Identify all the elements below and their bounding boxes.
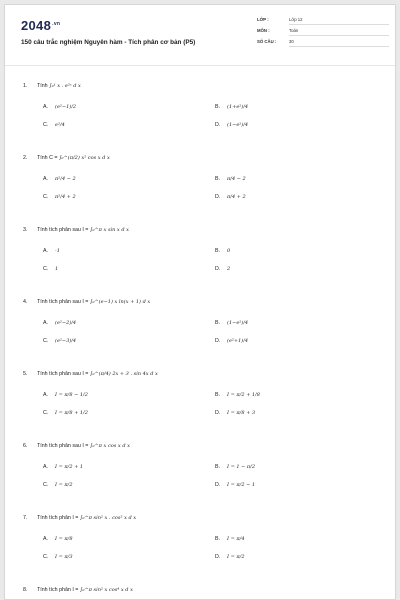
question-number: 6. [23, 443, 28, 449]
question-formula: ∫₀^(π/2) x² cos x d x [58, 155, 110, 161]
answer-option-b[interactable] [215, 392, 260, 398]
question-number: 2. [23, 155, 28, 161]
meta-count-value: 30 [289, 39, 389, 47]
document-page [4, 4, 396, 600]
option-label: D. [215, 266, 221, 272]
answer-option-d[interactable] [215, 482, 255, 488]
site-logo[interactable] [21, 18, 60, 33]
option-value: 2 [227, 266, 231, 272]
answer-option-c[interactable] [43, 482, 73, 488]
option-value: I = π/3 [55, 554, 73, 560]
answer-option-a[interactable] [43, 176, 76, 182]
option-label: A. [43, 104, 49, 110]
option-value: π²/4 + 2 [55, 194, 76, 200]
question-formula: ∫₀^π sin² x . cos² x d x [79, 515, 137, 521]
option-value: I = π/8 + 1/2 [55, 410, 88, 416]
option-label: B. [215, 176, 221, 182]
answer-option-c[interactable] [43, 122, 65, 128]
option-value: π/4 + 2 [227, 194, 246, 200]
question-formula: ∫₀¹ x . e²ˣ d x [49, 83, 81, 89]
option-value: (e²−3)/4 [55, 338, 77, 344]
answer-option-c[interactable] [43, 554, 73, 560]
option-label: B. [215, 464, 221, 470]
option-value: I = 1 − π/2 [227, 464, 256, 470]
answer-option-a[interactable] [43, 248, 60, 254]
option-label: C. [43, 122, 49, 128]
option-value: I = π/2 − 1 [227, 482, 256, 488]
option-value: I = π/2 [55, 482, 73, 488]
option-value: (e²−1)/2 [55, 104, 77, 110]
question-number: 3. [23, 227, 28, 233]
question-number: 8. [23, 587, 28, 593]
option-label: B. [215, 104, 221, 110]
question-stem [23, 443, 130, 449]
question-text: Tính tích phân I = [37, 515, 79, 521]
option-value: -1 [55, 248, 60, 254]
answer-option-c[interactable] [43, 194, 76, 200]
option-value: I = π/2 [227, 554, 245, 560]
answer-option-a[interactable] [43, 536, 73, 542]
answer-option-b[interactable] [215, 248, 230, 254]
answer-option-a[interactable] [43, 320, 76, 326]
question-number: 1. [23, 83, 28, 89]
question-formula: ∫₀^(π/4) 2x + 3 . sin 4x d x [89, 371, 158, 377]
option-label: D. [215, 554, 221, 560]
option-label: A. [43, 464, 49, 470]
option-value: I = π/2 + 1/8 [227, 392, 260, 398]
option-label: B. [215, 320, 221, 326]
answer-option-b[interactable] [215, 320, 248, 326]
question-stem [23, 587, 133, 593]
option-value: 0 [227, 248, 231, 254]
logo-suffix: .vn [52, 20, 61, 27]
answer-option-d[interactable] [215, 410, 255, 416]
question-number: 5. [23, 371, 28, 377]
answer-option-d[interactable] [215, 338, 248, 344]
option-label: D. [215, 482, 221, 488]
option-label: C. [43, 194, 49, 200]
meta-class-key: LỚP : [257, 17, 269, 22]
question-text: Tính tích phân sau I = [37, 227, 89, 233]
question-formula: ∫₀^π x sin x d x [89, 227, 129, 233]
answer-option-b[interactable] [215, 176, 246, 182]
option-value: I = π/8 + 3 [227, 410, 256, 416]
option-label: B. [215, 536, 221, 542]
question-number: 4. [23, 299, 28, 305]
meta-subject-value: Toán [289, 28, 389, 36]
option-value: (e²−2)/4 [55, 320, 77, 326]
option-label: A. [43, 248, 49, 254]
option-value: (e²+1)/4 [227, 338, 249, 344]
answer-option-d[interactable] [215, 554, 245, 560]
option-label: D. [215, 338, 221, 344]
question-stem [23, 155, 110, 161]
option-label: C. [43, 554, 49, 560]
question-stem [23, 83, 81, 89]
meta-count [257, 39, 389, 50]
worksheet-header [5, 5, 395, 66]
option-label: A. [43, 320, 49, 326]
option-label: A. [43, 392, 49, 398]
option-label: A. [43, 176, 49, 182]
option-value: I = π/8 − 1/2 [55, 392, 88, 398]
option-value: 1 [55, 266, 59, 272]
option-label: C. [43, 338, 49, 344]
answer-option-a[interactable] [43, 392, 88, 398]
option-label: D. [215, 410, 221, 416]
question-text: Tính tích phân sau I = [37, 443, 89, 449]
question-text: Tính C = [37, 155, 58, 161]
question-text: Tính tích phân I = [37, 587, 79, 593]
answer-option-c[interactable] [43, 410, 88, 416]
option-value: I = π/8 [55, 536, 73, 542]
question-text: Tính [37, 83, 48, 89]
meta-class [257, 17, 389, 28]
option-value: π²/4 − 2 [55, 176, 76, 182]
option-label: B. [215, 392, 221, 398]
option-value: e²/4 [55, 122, 65, 128]
option-value: π/4 − 2 [227, 176, 246, 182]
option-label: C. [43, 266, 49, 272]
option-value: (1+e²)/4 [227, 104, 249, 110]
meta-subject [257, 28, 389, 39]
option-value: (1−e²)/4 [227, 122, 249, 128]
option-label: C. [43, 410, 49, 416]
option-label: C. [43, 482, 49, 488]
option-label: A. [43, 536, 49, 542]
worksheet-title: 150 câu trắc nghiệm Nguyên hàm - Tích phân cơ bản (P5) [21, 39, 196, 46]
answer-option-c[interactable] [43, 266, 58, 272]
question-text: Tính tích phân sau I = [37, 371, 89, 377]
question-stem [23, 515, 136, 521]
answer-option-b[interactable] [215, 104, 248, 110]
meta-subject-key: MÔN : [257, 28, 270, 33]
question-formula: ∫₀^(e−1) x ln(x + 1) d x [89, 299, 151, 305]
option-label: B. [215, 248, 221, 254]
question-formula: ∫₀^π x cos x d x [89, 443, 130, 449]
meta-count-key: SỐ CÂU : [257, 39, 277, 44]
option-value: I = π/4 [227, 536, 245, 542]
answer-option-a[interactable] [43, 104, 76, 110]
question-stem [23, 227, 129, 233]
answer-option-d[interactable] [215, 194, 246, 200]
answer-option-b[interactable] [215, 464, 255, 470]
answer-option-d[interactable] [215, 266, 230, 272]
answer-option-b[interactable] [215, 536, 245, 542]
logo-text: 2048 [21, 18, 52, 33]
answer-option-c[interactable] [43, 338, 76, 344]
option-value: (1−e²)/4 [227, 320, 249, 326]
question-stem [23, 299, 150, 305]
meta-class-value: Lớp 12 [289, 17, 389, 25]
question-number: 7. [23, 515, 28, 521]
question-formula: ∫₀^π sin² x cos⁴ x d x [79, 587, 133, 593]
option-label: D. [215, 194, 221, 200]
option-value: I = π/2 + 1 [55, 464, 84, 470]
question-text: Tính tích phân sau I = [37, 299, 89, 305]
worksheet-meta [257, 17, 389, 50]
answer-option-a[interactable] [43, 464, 83, 470]
question-stem [23, 371, 158, 377]
option-label: D. [215, 122, 221, 128]
answer-option-d[interactable] [215, 122, 248, 128]
